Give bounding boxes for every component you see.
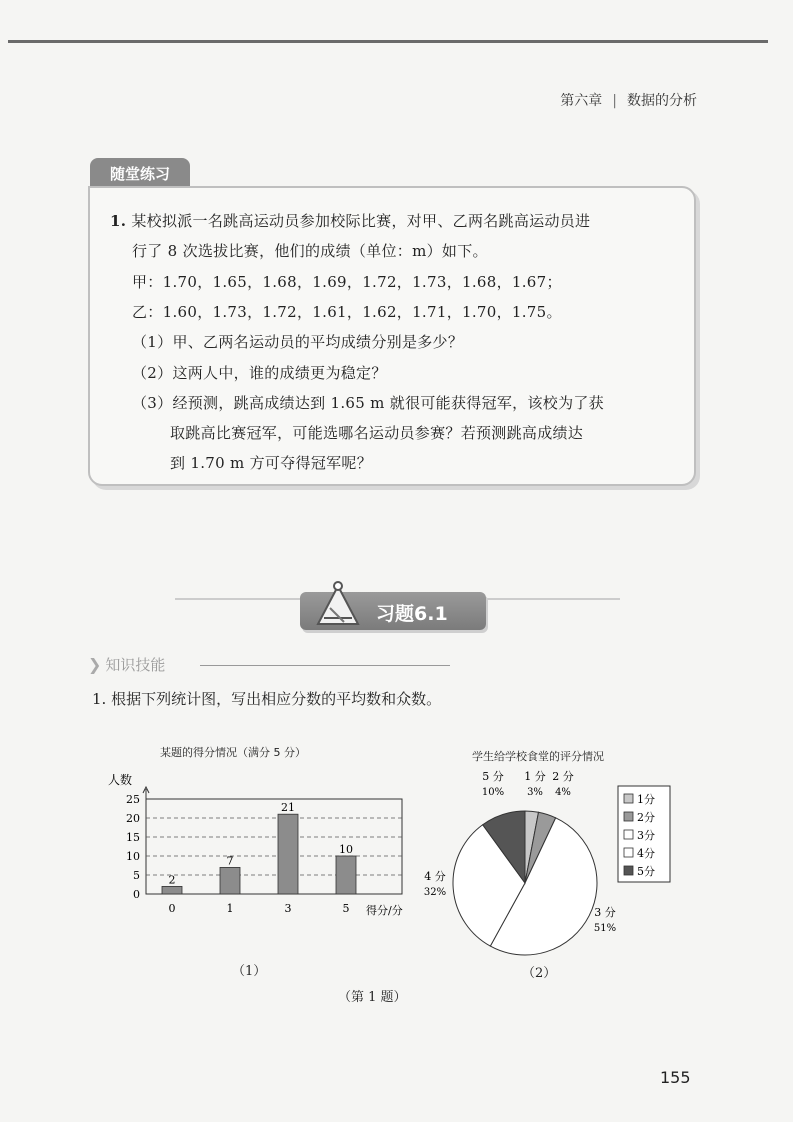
legend-label: 3分 <box>637 829 655 842</box>
y-tick-label: 5 <box>133 869 140 882</box>
slice-label: 2 分 <box>552 770 574 783</box>
practice-subq-1: （1）甲、乙两名运动员的平均成绩分别是多少？ <box>132 333 464 351</box>
legend-label: 2分 <box>637 811 655 824</box>
practice-tab-label: 随堂练习 <box>109 164 170 183</box>
x-tick-label: 0 <box>168 902 176 915</box>
bar <box>220 867 240 894</box>
practice-tab <box>90 158 190 188</box>
exercise-banner <box>300 592 486 630</box>
legend-swatch <box>624 830 633 839</box>
bar-chart-caption: （1） <box>232 964 267 979</box>
compass-icon <box>314 578 362 628</box>
slice-percent: 4% <box>555 787 571 798</box>
y-tick-label: 10 <box>126 850 140 863</box>
y-axis-label: 人数 <box>108 773 133 787</box>
legend-swatch <box>624 794 633 803</box>
section-line <box>200 665 450 666</box>
x-tick-label: 1 <box>226 902 234 915</box>
bar-value-label: 2 <box>168 873 176 887</box>
chapter-label: 第六章 <box>560 93 603 109</box>
exercise-title: 习题6.1 <box>376 603 448 625</box>
figure-caption: （第 1 题） <box>338 990 407 1005</box>
bar <box>278 814 298 894</box>
chevron-right-icon: ❯ <box>88 655 102 674</box>
chapter-title: 数据的分析 <box>627 93 697 109</box>
legend-label: 1分 <box>637 793 655 806</box>
header-separator: | <box>612 93 617 109</box>
plot-frame <box>146 799 402 894</box>
question-number: 1. <box>110 212 127 230</box>
slice-label: 4 分 <box>424 870 446 883</box>
practice-line-2: 行了 8 次选拔比赛，他们的成绩（单位：m）如下。 <box>132 242 488 260</box>
bar-value-label: 7 <box>226 854 234 868</box>
legend-swatch <box>624 866 633 875</box>
page-number: 155 <box>660 1068 691 1087</box>
x-tick-label: 3 <box>284 902 292 915</box>
x-axis-label: 得分/分 <box>366 904 403 917</box>
x-tick-label: 5 <box>342 902 350 915</box>
bar-value-label: 21 <box>281 801 295 815</box>
legend-label: 5分 <box>637 865 655 878</box>
practice-line-1 <box>110 210 590 231</box>
practice-subq-3-end: 到 1.70 m 方可夺得冠军呢？ <box>170 454 373 472</box>
slice-percent: 51% <box>593 923 617 934</box>
legend-label: 4分 <box>637 847 655 860</box>
exercise-question-1: 1. 根据下列统计图，写出相应分数的平均数和众数。 <box>92 690 442 708</box>
top-rule <box>8 40 768 43</box>
practice-subq-2: （2）这两人中，谁的成绩更为稳定？ <box>132 364 387 382</box>
y-tick-label: 20 <box>126 812 140 825</box>
page-header <box>560 90 697 110</box>
legend-swatch <box>624 812 633 821</box>
pie-chart-title: 学生给学校食堂的评分情况 <box>472 750 604 763</box>
bar-value-label: 10 <box>339 843 353 856</box>
slice-label: 3 分 <box>594 906 616 919</box>
y-tick-label: 25 <box>126 793 140 806</box>
pie-chart <box>415 768 675 958</box>
practice-subq-3-cont: 取跳高比赛冠军，可能选哪名运动员参赛？若预测跳高成绩达 <box>170 424 584 442</box>
bar-chart <box>100 770 430 930</box>
slice-percent: 10% <box>481 787 505 798</box>
legend-swatch <box>624 848 633 857</box>
practice-subq-3: （3）经预测，跳高成绩达到 1.65 m 就很可能获得冠军，该校为了获 <box>132 394 604 412</box>
y-tick-label: 15 <box>126 831 140 844</box>
bar-chart-title: 某题的得分情况（满分 5 分） <box>160 746 306 759</box>
y-tick-label: 0 <box>133 888 140 901</box>
section-header <box>88 654 165 675</box>
bar <box>336 856 356 894</box>
slice-percent: 32% <box>423 887 447 898</box>
practice-line-4: 乙：1.60，1.73，1.72，1.61，1.62，1.71，1.70，1.75。 <box>132 303 562 321</box>
question-text: 某校拟派一名跳高运动员参加校际比赛，对甲、乙两名跳高运动员进 <box>131 212 591 230</box>
pie-chart-caption: （2） <box>522 966 557 981</box>
practice-line-3: 甲：1.70，1.65，1.68，1.69，1.72，1.73，1.68，1.67； <box>132 273 562 291</box>
bar <box>162 886 182 894</box>
slice-percent: 3% <box>527 787 543 798</box>
section-title: 知识技能 <box>105 656 166 674</box>
slice-label: 1 分 <box>524 770 546 783</box>
slice-label: 5 分 <box>482 770 504 783</box>
